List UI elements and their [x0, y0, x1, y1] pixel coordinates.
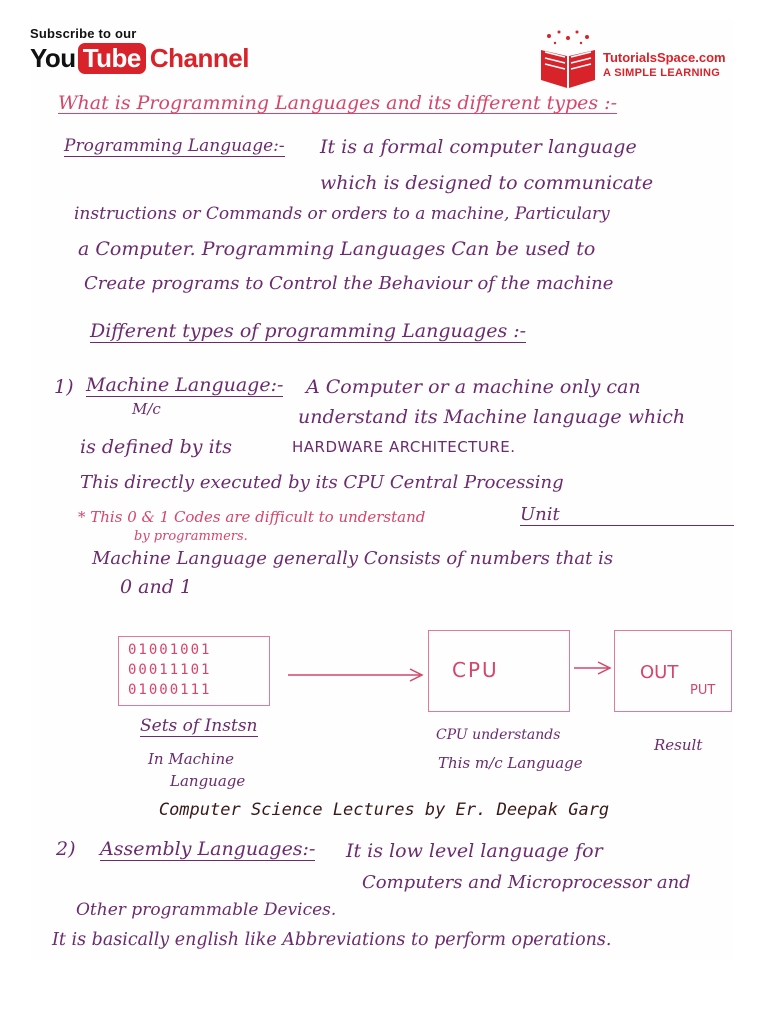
assembly-number: 2)	[56, 838, 76, 860]
assembly-line-2: Computers and Microprocessor and	[362, 872, 691, 893]
lecture-credit: Computer Science Lectures by Er. Deepak Garg	[158, 800, 610, 820]
machine-language-note-1: * This 0 & 1 Codes are difficult to understand	[78, 508, 426, 526]
machine-language-line-6: 0 and 1	[120, 576, 192, 598]
output-label-1: OUT	[640, 662, 679, 683]
label-this-mc-language: This m/c Language	[438, 754, 583, 772]
youtube-channel-text: Channel	[149, 43, 249, 73]
machine-language-label: Machine Language:-	[86, 374, 284, 396]
output-label-2: PUT	[690, 683, 716, 698]
definition-line-3: instructions or Commands or orders to a machine, Particulary	[74, 204, 610, 224]
label-cpu-understands: CPU understands	[436, 727, 561, 743]
definition-label: Programming Language:-	[64, 136, 285, 156]
subscribe-text: Subscribe to our	[30, 26, 137, 41]
youtube-you-text: You	[30, 43, 76, 73]
machine-language-number: 1)	[54, 376, 74, 398]
machine-language-line-4: This directly executed by its CPU Central Processing	[80, 472, 564, 493]
types-heading: Different types of programming Languages :-	[90, 320, 527, 342]
cpu-label: CPU	[452, 658, 499, 682]
binary-code-line: 01000111	[128, 682, 212, 698]
machine-language-line-3b: HARDWARE ARCHITECTURE.	[292, 438, 516, 456]
site-name: TutorialsSpace.com	[603, 50, 726, 65]
label-language: Language	[170, 772, 246, 790]
assembly-line-3: Other programmable Devices.	[76, 900, 337, 920]
machine-language-line-1: A Computer or a machine only can	[306, 376, 641, 398]
assembly-line-4: It is basically english like Abbreviations to perform operations.	[52, 930, 612, 950]
assembly-line-1: It is low level language for	[346, 840, 603, 862]
definition-line-1: It is a formal computer language	[320, 136, 637, 158]
machine-language-abbr: M/c	[132, 400, 161, 418]
definition-line-4: a Computer. Programming Languages Can be used to	[78, 238, 596, 260]
page-title: What is Programming Languages and its different types :-	[58, 92, 618, 114]
label-in-machine: In Machine	[148, 750, 235, 768]
site-tagline: A SIMPLE LEARNING	[603, 67, 721, 79]
assembly-label: Assembly Languages:-	[100, 838, 316, 860]
label-result: Result	[654, 736, 703, 754]
machine-language-unit: Unit	[520, 506, 734, 526]
binary-code-line: 01001001	[128, 642, 212, 658]
definition-line-2: which is designed to communicate	[320, 172, 654, 194]
machine-language-note-2: by programmers.	[134, 529, 248, 544]
machine-language-line-3a: is defined by its	[80, 436, 233, 458]
youtube-tube-text: Tube	[78, 43, 146, 74]
definition-line-5: Create programs to Control the Behaviour of the machine	[84, 273, 614, 294]
machine-language-line-5: Machine Language generally Consists of numbers that is	[92, 548, 614, 569]
binary-code-line: 00011101	[128, 662, 212, 678]
label-sets-of-instructions: Sets of Instsn	[140, 716, 258, 736]
machine-language-line-2: understand its Machine language which	[298, 406, 686, 428]
